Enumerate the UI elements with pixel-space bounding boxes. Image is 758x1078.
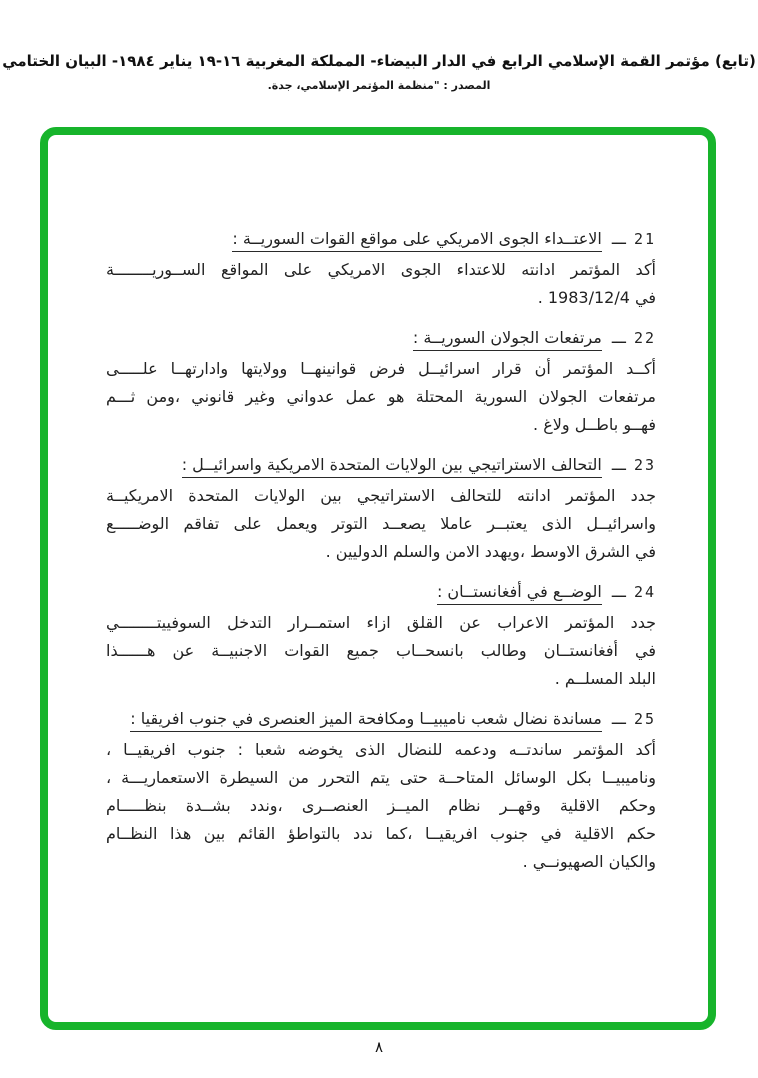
clause-heading	[106, 324, 656, 352]
clause-item-22	[106, 324, 656, 439]
clause-item-25	[106, 705, 656, 876]
clause-body-line: في أفغانستــان وطالب بانسحــاب جميع القوات الاجنبيــة عن هــــــذا	[106, 641, 656, 660]
clause-dash: ـــ	[611, 709, 626, 728]
clause-title: مرتفعات الجولان السوريــة :	[413, 328, 602, 351]
clause-body-line: مرتفعات الجولان السورية المحتلة هو عمل عدواني وغير قانوني ،ومن ثـــم	[106, 387, 656, 406]
clause-item-23	[106, 451, 656, 566]
clause-body-line: جدد المؤتمر الاعراب عن القلق ازاء استمــرار التدخل السوفييتــــــــي	[106, 613, 656, 632]
clause-heading	[106, 451, 656, 479]
clause-number: 24	[633, 583, 656, 601]
clause-title: الوضــع في أفغانستــان :	[437, 582, 602, 605]
clause-heading	[106, 705, 656, 733]
clause-body-line: أكد المؤتمر ساندتــه ودعمه للنضال الذى يخوضه شعبا : جنوب افريقيــا ،	[106, 740, 656, 759]
document-frame	[40, 127, 716, 1030]
clause-body-line: البلد المسلــم .	[554, 669, 656, 688]
clause-body-line: والكيان الصهيونــي .	[522, 852, 656, 871]
clause-title: الاعتــداء الجوى الامريكي على مواقع القوات السوريــة :	[232, 229, 602, 252]
document-title: (تابع) مؤتمر القمة الإسلامي الرابع في الدار البيضاء- المملكة المغربية ١٦-١٩ يناير ١٩٨٤- البيان الختامي	[2, 52, 756, 70]
clause-body	[106, 609, 656, 693]
clause-dash: ـــ	[611, 229, 626, 248]
clause-body	[106, 256, 656, 312]
clause-body-line: في 1983/12/4 .	[537, 288, 656, 307]
clause-body-line: وحكم الاقلية وقهــر نظام الميــز العنصــرى ،وندد بشــدة بنظـــــام	[106, 796, 656, 815]
clause-dash: ـــ	[611, 455, 626, 474]
document-header	[0, 52, 758, 92]
clause-body-line: أكد المؤتمر ادانته للاعتداء الجوى الامريكي على المواقع الســوريــــــــة	[106, 260, 656, 279]
page-number: ٨	[374, 1038, 384, 1056]
clause-number: 23	[633, 456, 656, 474]
clause-body-line: حكم الاقلية في جنوب افريقيــا ،كما ندد بالتواطؤ القائم بين هذا النظــام	[106, 824, 656, 843]
document-source-line: المصدر : "منظمة المؤتمر الإسلامي، جدة.	[267, 79, 491, 92]
clause-dash: ـــ	[611, 582, 626, 601]
clause-dash: ـــ	[611, 328, 626, 347]
clause-body-line: أكــد المؤتمر أن قرار اسرائيــل فرض قوانينهــا وولايتها وادارتهــا علـــــى	[106, 359, 656, 378]
clause-title: مساندة نضال شعب ناميبيــا ومكافحة الميز العنصرى في جنوب افريقيا :	[130, 709, 602, 732]
document-body	[48, 135, 708, 888]
clause-item-21	[106, 225, 656, 312]
clause-title: التحالف الاستراتيجي بين الولايات المتحدة الامريكية واسرائيــل :	[182, 455, 602, 478]
clause-body-line: واسرائيــل الذى يعتبــر عاملا يصعــد التوتر ويعمل على تفاقم الوضـــــع	[106, 514, 656, 533]
clause-body-line: وناميبيــا بكل الوسائل المتاحــة حتى يتم التحرر من السيطرة الاستعماريـــة ،	[106, 768, 656, 787]
clause-item-24	[106, 578, 656, 693]
clause-heading	[106, 578, 656, 606]
clause-heading	[106, 225, 656, 253]
clause-body	[106, 736, 656, 876]
clause-number: 22	[633, 329, 656, 347]
clause-body-line: فهــو باطــل ولاغ .	[533, 415, 656, 434]
clause-number: 21	[633, 230, 656, 248]
clause-body-line: جدد المؤتمر ادانته للتحالف الاستراتيجي بين الولايات المتحدة الامريكيــة	[106, 486, 656, 505]
clause-number: 25	[633, 710, 656, 728]
clause-body	[106, 355, 656, 439]
clause-body-line: في الشرق الاوسط ،ويهدد الامن والسلم الدوليين .	[325, 542, 656, 561]
clause-body	[106, 482, 656, 566]
